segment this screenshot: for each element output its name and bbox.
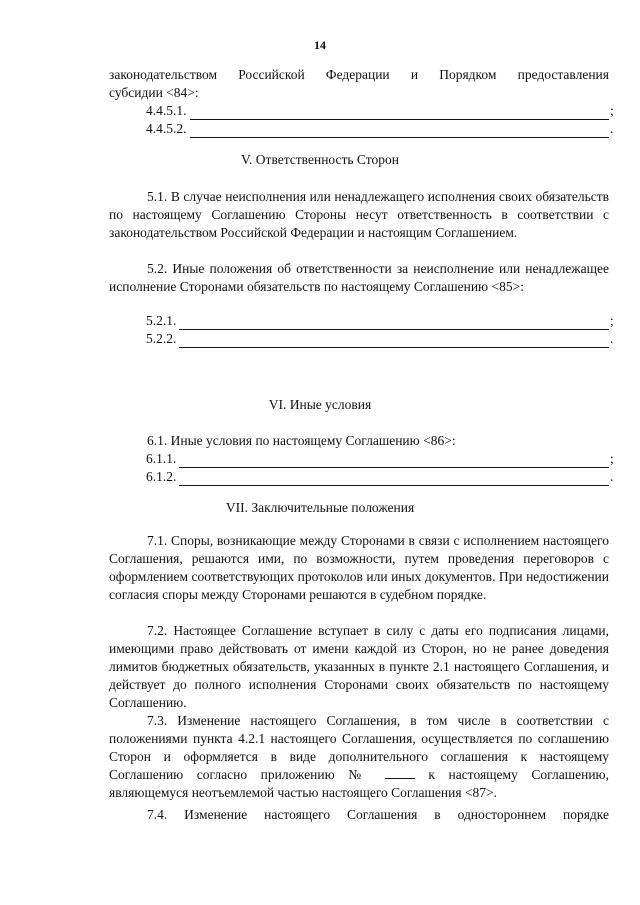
paragraph-7-2: 7.2. Настоящее Соглашение вступает в силу с даты его подписания лицами, имеющими право действовать от имени каждой из Сторон, но не ранее доведения лимитов бюджетных обязательств, указанных в пункте 2.1 настоящего Соглашения, и действует до полного исполнения Сторонами своих обязательств по настоящему Соглашению. [109, 623, 609, 710]
fill-label: 6.1.2. [146, 469, 177, 484]
blank-line [179, 471, 609, 486]
paragraph-7-4: 7.4. Изменение настоящего Соглашения в одностороннем порядке [147, 807, 609, 822]
intro-line-1: законодательством Российской Федерации и Порядком предоставления [109, 67, 609, 82]
paragraph-5-2: 5.2. Иные положения об ответственности за неисполнение или ненадлежащее исполнение Сторонами обязательств по настоящему Соглашению <85>: [109, 261, 609, 294]
fill-line-6-1-2[interactable]: 6.1.2. . [146, 469, 614, 484]
intro-line-2: субсидии <84>: [109, 85, 199, 100]
paragraph-7-3-text-b: к настоящему Соглашению, являющемуся неотъемлемой частью настоящего Соглашения <87>. [109, 767, 610, 800]
blank-line [179, 333, 609, 348]
paragraph-7-3 [109, 712, 609, 802]
page-number: 14 [314, 38, 326, 52]
section-6-heading: VI. Иные условия [268, 397, 372, 412]
paragraph-7-3-text-a: 7.3. Изменение настоящего Соглашения, в том числе в соответствии с положениями пункта 4.2.1 настоящего Соглашения, осуществляется по соглашению Сторон и оформляется в виде дополнительного соглашения к настоящему Соглашению согласно приложению № [109, 713, 609, 782]
blank-line [179, 453, 609, 468]
fill-label: 4.4.5.1. [146, 103, 187, 118]
blank-line [190, 105, 610, 120]
paragraph-7-1: 7.1. Споры, возникающие между Сторонами в связи с исполнением настоящего Соглашения, решаются ими, по возможности, путем проведения переговоров с оформлением соответствующих протоколов или иных документов. При недостижении согласия споры между Сторонами решаются в судебном порядке. [109, 533, 609, 602]
fill-line-5-2-2[interactable]: 5.2.2. . [146, 331, 614, 346]
fill-label: 4.4.5.2. [146, 121, 187, 136]
blank-line [179, 315, 609, 330]
fill-line-4-4-5-2[interactable]: 4.4.5.2. . [146, 121, 614, 136]
fill-line-4-4-5-1[interactable]: 4.4.5.1. ; [146, 103, 614, 118]
fill-label: 6.1.1. [146, 451, 177, 466]
fill-label: 5.2.2. [146, 331, 177, 346]
blank-line [190, 123, 610, 138]
paragraph-6-1: 6.1. Иные условия по настоящему Соглашению <86>: [147, 433, 456, 448]
appendix-number-blank[interactable] [385, 766, 415, 779]
paragraph-5-1: 5.1. В случае неисполнения или ненадлежащего исполнения своих обязательств по настоящему Соглашению Стороны несут ответственность в соответствии с законодательством Российской Федерации и настоящим Соглашением. [109, 189, 609, 240]
fill-line-6-1-1[interactable]: 6.1.1. ; [146, 451, 614, 466]
section-7-heading: VII. Заключительные положения [225, 500, 415, 515]
section-5-heading: V. Ответственность Сторон [241, 152, 399, 167]
fill-line-5-2-1[interactable]: 5.2.1. ; [146, 313, 614, 328]
fill-label: 5.2.1. [146, 313, 177, 328]
